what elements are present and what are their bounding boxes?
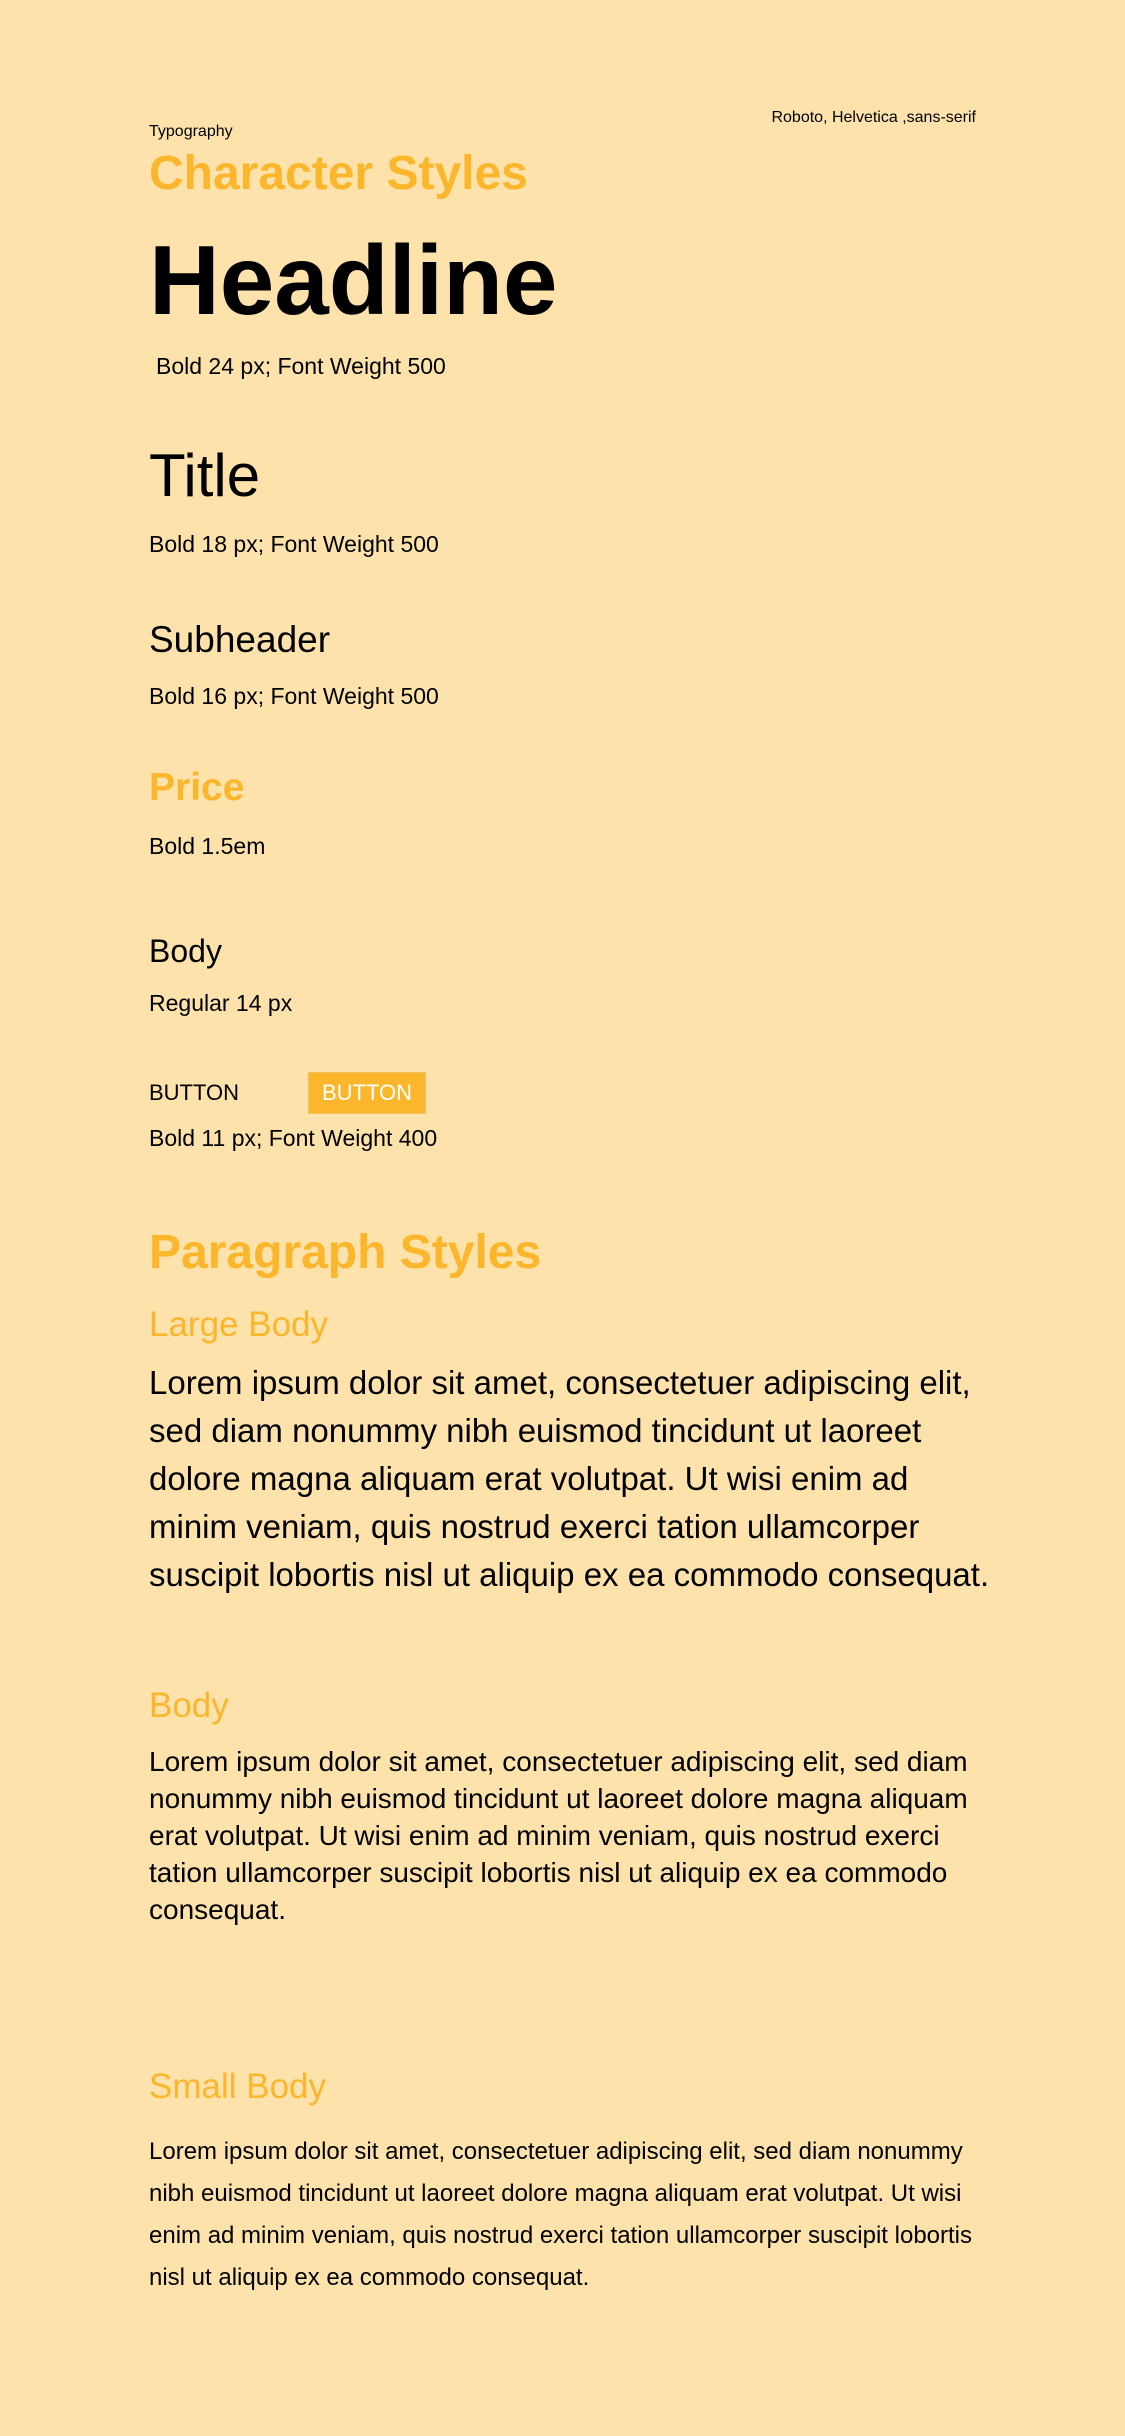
headline-sample: Headline (149, 225, 558, 335)
large-body-paragraph: Lorem ipsum dolor sit amet, consectetuer adipiscing elit, sed diam nonummy nibh euismod tincidunt ut laoreet dolore magna aliquam erat volutpat. Ut wisi enim ad minim veniam, quis nostrud exerci tation ullamcorper suscipit lobortis nisl ut aliquip ex ea commodo consequat. (149, 1364, 990, 1593)
page-kicker: Typography (149, 123, 233, 140)
button-spec: Bold 11 px; Font Weight 400 (149, 1125, 438, 1151)
subheader-spec: Bold 16 px; Font Weight 500 (149, 683, 439, 709)
body-paragraph: Lorem ipsum dolor sit amet, consectetuer adipiscing elit, sed diam nonummy nibh euismod tincidunt ut laoreet dolore magna aliquam erat volutpat. Ut wisi enim ad minim veniam, quis nostrud exerci tation ullamcorper suscipit lobortis nisl ut aliquip ex ea commodo consequat. (149, 1746, 968, 1925)
text-button[interactable]: BUTTON (149, 1080, 240, 1105)
paragraph-styles-title: Paragraph Styles (149, 1226, 542, 1279)
character-styles-title: Character Styles (149, 147, 528, 200)
filled-button[interactable] (308, 1072, 426, 1114)
title-sample: Title (149, 442, 261, 509)
title-spec: Bold 18 px; Font Weight 500 (149, 531, 439, 557)
small-body-paragraph: Lorem ipsum dolor sit amet, consectetuer adipiscing elit, sed diam nonummy nibh euismod tincidunt ut laoreet dolore magna aliquam erat volutpat. Ut wisi enim ad minim veniam, quis nostrud exerci tation ullamcorper suscipit lobortis nisl ut aliquip ex ea commodo consequat. (149, 2138, 973, 2291)
filled-button-label: BUTTON (321, 1080, 413, 1105)
price-spec: Bold 1.5em (149, 833, 266, 859)
subheader-sample: Subheader (149, 619, 331, 660)
large-body-label: Large Body (149, 1305, 329, 1344)
small-body-label: Small Body (149, 2067, 327, 2106)
headline-spec: Bold 24 px; Font Weight 500 (156, 353, 446, 379)
body-sample: Body (149, 933, 222, 969)
font-family-note: Roboto, Helvetica ,sans-serif (771, 109, 976, 126)
price-sample: Price (149, 766, 245, 809)
body-label: Body (149, 1686, 229, 1725)
body-spec: Regular 14 px (149, 990, 293, 1016)
